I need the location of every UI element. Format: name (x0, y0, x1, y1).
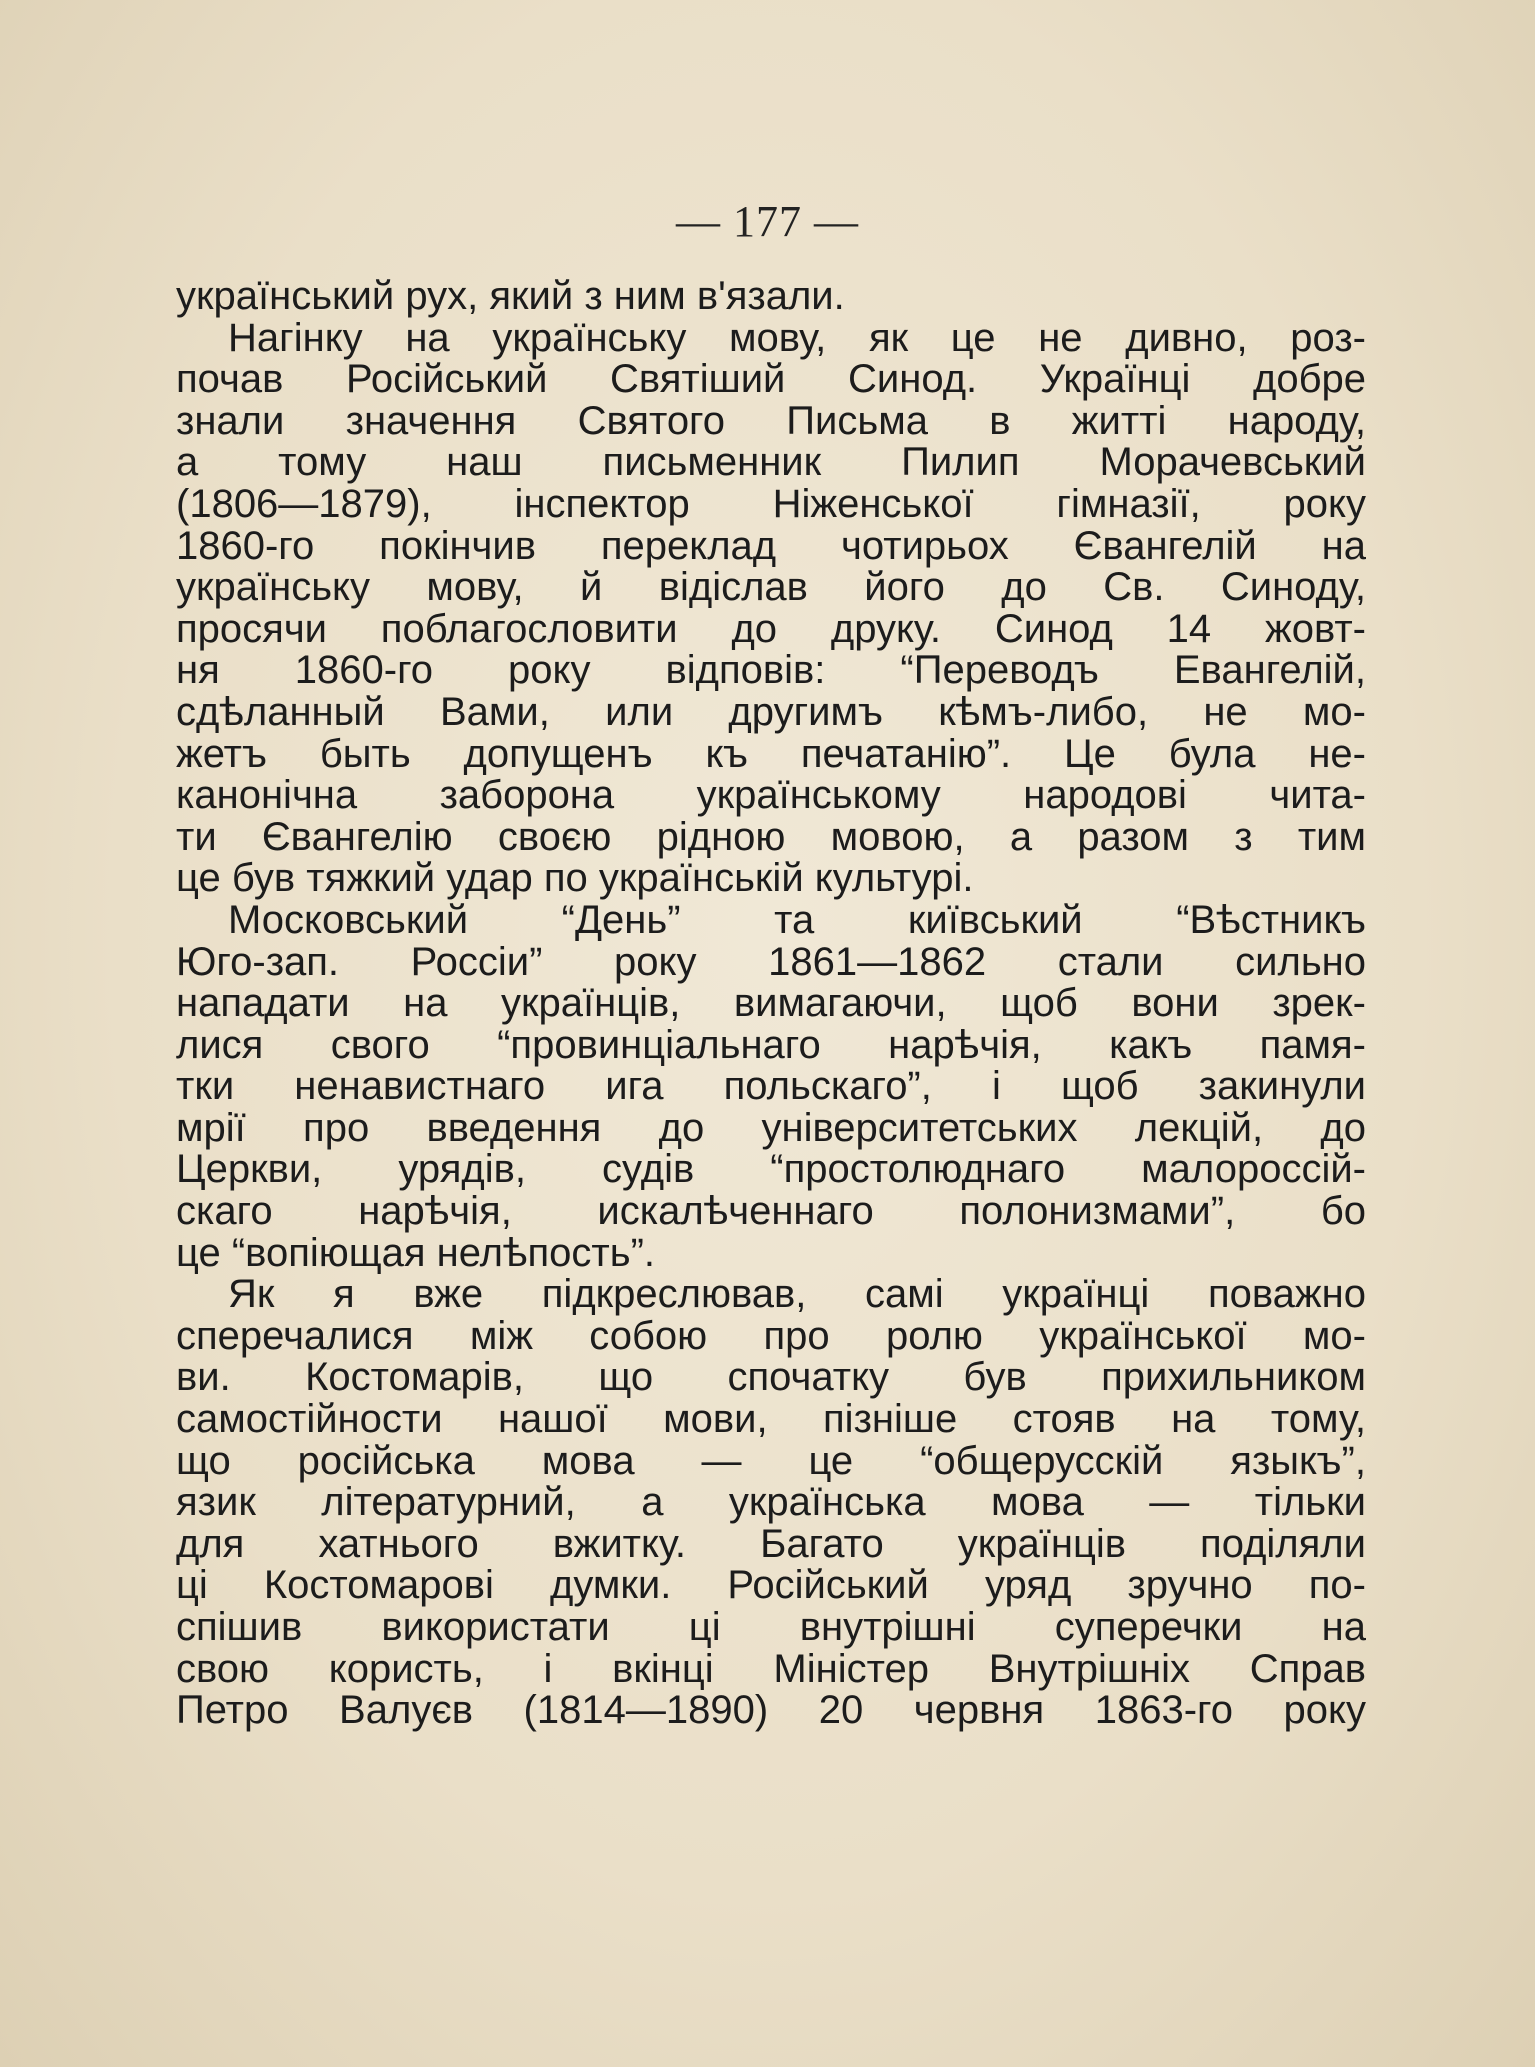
text-line: Нагінку на українську мову, як це не дивно, роз- (228, 315, 1366, 360)
text-line: Церкви, урядів, судів “простолюднаго малороссій- (176, 1147, 1366, 1192)
text-line: канонічна заборона українському народові чита- (176, 773, 1366, 818)
text-line: тки ненавистнаго ига польскаго”, і щоб закинули (176, 1064, 1366, 1109)
text-line: сдѣланный Вами, или другимъ кѣмъ-либо, не мо- (176, 689, 1366, 734)
text-line: 1860-го покінчив переклад чотирьох Євангелій на (176, 523, 1366, 568)
text-line: Як я вже підкреслював, самі українці поважно (228, 1272, 1366, 1317)
text-line: ня 1860-го року відповів: “Переводъ Евангелій, (176, 648, 1366, 693)
text-line: Московський “День” та київський “Вѣстникъ (228, 897, 1366, 942)
text-line: (1806—1879), інспектор Ніженської гімназії, року (176, 481, 1366, 526)
page-number: — 177 — (676, 197, 859, 246)
text-line: українську мову, й відіслав його до Св. Синоду, (176, 565, 1366, 610)
text-line: ти Євангелію своєю рідною мовою, а разом з тим (176, 814, 1366, 859)
text-line: український рух, який з ним в'язали. (176, 274, 845, 318)
text-line: для хатнього вжитку. Багато українців поділяли (176, 1521, 1366, 1566)
text-line: мрії про введення до університетських лекцій, до (176, 1105, 1366, 1150)
text-line: сперечалися між собою про ролю української мо- (176, 1313, 1366, 1358)
text-line: Юго-зап. Россіи” року 1861—1862 стали сильно (176, 939, 1366, 984)
text-line: Петро Валуєв (1814—1890) 20 червня 1863-го року (176, 1688, 1366, 1733)
text-line: почав Російський Святіший Синод. Українці добре (176, 357, 1366, 402)
text-line: ви. Костомарів, що спочатку був прихильником (176, 1355, 1366, 1400)
text-line: нападати на українців, вимагаючи, щоб вони зрек- (176, 981, 1366, 1026)
text-line: що російська мова — це “общерусскій языкъ”, (176, 1438, 1366, 1483)
text-line: лися свого “провинціальнаго нарѣчія, какъ памя- (176, 1022, 1366, 1067)
body-text (176, 276, 1366, 1732)
text-line: ці Костомарові думки. Російський уряд зручно по- (176, 1563, 1366, 1608)
text-line: це був тяжкий удар по українській культурі. (176, 856, 974, 901)
text-line: а тому наш письменник Пилип Морачевський (176, 440, 1366, 485)
text-line: свою користь, і вкінці Міністер Внутрішніх Справ (176, 1646, 1366, 1691)
text-line: це “вопіющая нелѣпость”. (176, 1230, 656, 1275)
text-line: знали значення Святого Письма в житті народу, (176, 398, 1366, 443)
text-line: жетъ быть допущенъ къ печатанію”. Це була не- (176, 731, 1366, 776)
text-line: самостійности нашої мови, пізніше стояв на тому, (176, 1397, 1366, 1442)
text-line: скаго нарѣчія, искалѣченнаго полонизмами”, бо (176, 1189, 1366, 1234)
text-line: просячи поблагословити до друку. Синод 14 жовт- (176, 606, 1366, 651)
text-line: язик літературний, а українська мова — тільки (176, 1480, 1366, 1525)
text-line: спішив використати ці внутрішні суперечки на (176, 1605, 1366, 1649)
